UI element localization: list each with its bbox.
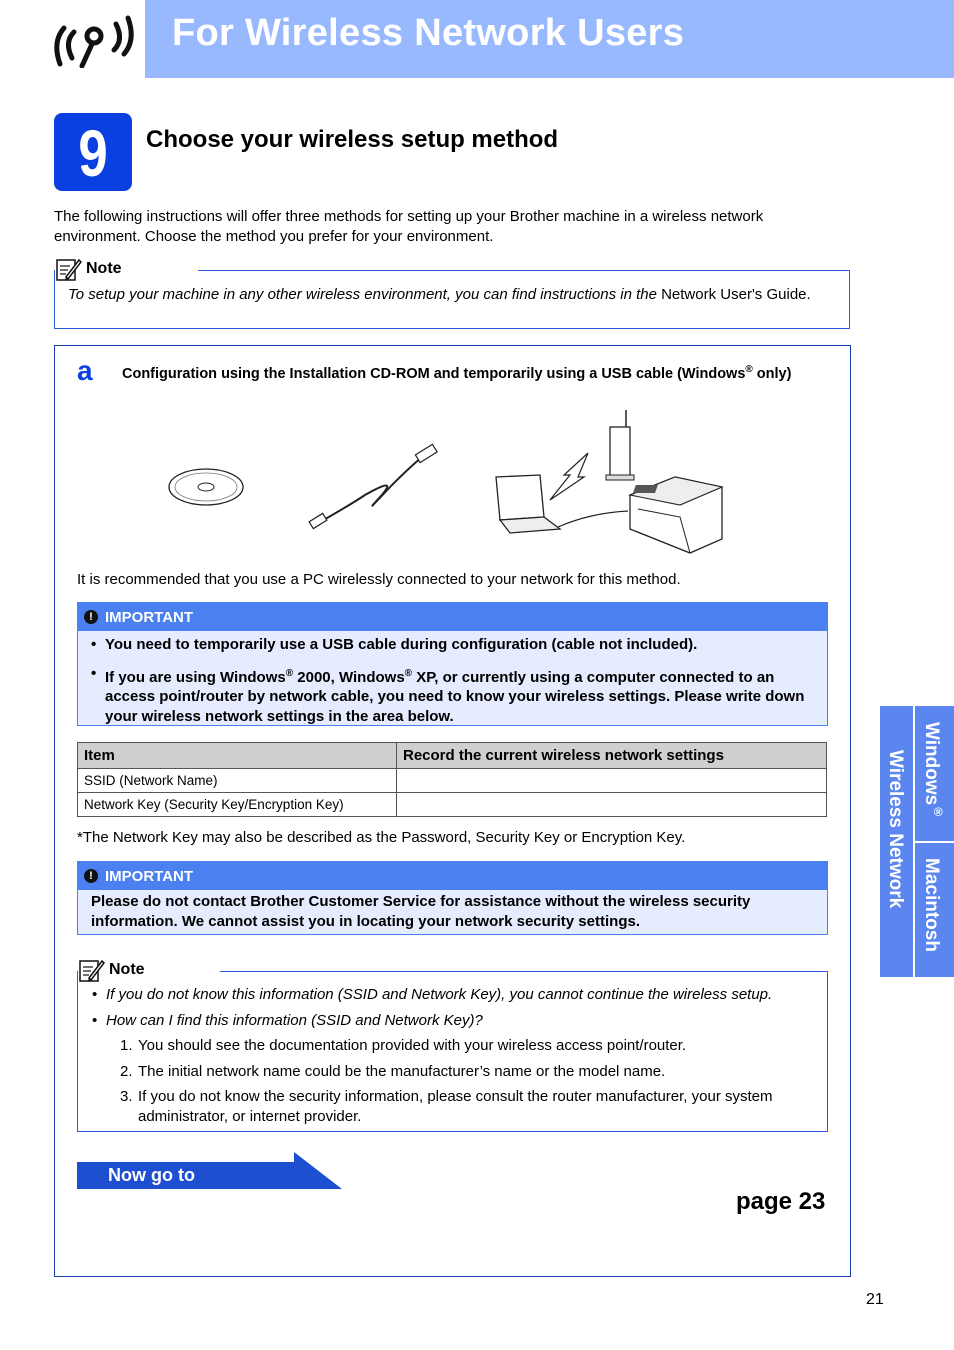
important-label: IMPORTANT: [105, 608, 194, 626]
side-tab-divider: [915, 841, 954, 843]
important-item: • If you are using Windows® 2000, Windows® XP, or currently using a computer connected to an access point/router by network cable, you need to know your wireless settings. Please write down your wireless network settings in the area below.: [91, 664, 817, 727]
go-to-page-link[interactable]: page 23: [736, 1188, 826, 1215]
page-number: 21: [866, 1291, 884, 1308]
wireless-signal-icon: [550, 453, 588, 500]
intro-paragraph: The following instructions will offer three methods for setting up your Brother machine in a wireless network environment. Choose the method you prefer for your environment.: [54, 208, 764, 245]
note-steps: [106, 1036, 817, 1126]
table-header-record: Record the current wireless network settings: [397, 743, 827, 769]
important-text: Please do not contact Brother Customer Service for assistance without the wireless security information. We cannot assist you in locating your network security settings.: [91, 893, 751, 930]
note-label: Note: [109, 961, 145, 978]
note-body: [54, 270, 850, 329]
setup-illustration: [160, 405, 740, 560]
table-header-item: Item: [78, 743, 397, 769]
page-title: For Wireless Network Users: [172, 12, 685, 54]
note-text-guide: Network User's Guide.: [661, 286, 811, 303]
table-cell-item: SSID (Network Name): [78, 769, 397, 793]
important-header: [78, 603, 827, 631]
laptop-icon: [496, 475, 560, 533]
usb-cable-icon: [309, 444, 437, 528]
note-bullet: • If you do not know this information (SSID and Network Key), you cannot continue the wireless setup.: [91, 985, 817, 1005]
step-number: 9: [78, 116, 108, 190]
important-item: • You need to temporarily use a USB cable during configuration (cable not included).: [91, 635, 817, 655]
note-step: 3. If you do not know the security information, please consult the router manufacturer, your system administrator, or internet provider.: [120, 1088, 773, 1125]
now-go-to-arrow-icon: [294, 1152, 342, 1189]
note-step: 1. You should see the documentation provided with your wireless access point/router.: [120, 1037, 687, 1054]
important-header: [78, 862, 827, 890]
cd-rom-icon: [169, 469, 243, 505]
table-row: [78, 793, 827, 817]
table-cell-item: Network Key (Security Key/Encryption Key): [78, 793, 397, 817]
table-cell-record: [397, 793, 827, 817]
important-label: IMPORTANT: [105, 867, 194, 885]
access-point-router-icon: [606, 410, 634, 480]
note-step: 2. The initial network name could be the manufacturer’s name or the model name.: [120, 1062, 666, 1080]
step-title: Choose your wireless setup method: [146, 126, 559, 153]
side-tab-wireless-network[interactable]: Wireless Network: [885, 750, 906, 909]
now-go-to-label: Now go to: [108, 1165, 195, 1185]
important-box-1: [77, 602, 828, 726]
network-key-footnote: *The Network Key may also be described as the Password, Security Key or Encryption Key.: [77, 829, 686, 846]
substep-letter: a: [77, 355, 93, 386]
important-list: [78, 631, 827, 731]
note-list: [91, 985, 817, 1126]
table-cell-record: [397, 769, 827, 793]
step-number-badge: [54, 113, 132, 191]
printer-icon: [630, 477, 722, 553]
substep-title: Configuration using the Installation CD-ROM and temporarily using a USB cable (Windows® only): [122, 364, 792, 382]
side-tab-macintosh[interactable]: Macintosh: [921, 858, 942, 952]
recommend-text: It is recommended that you use a PC wirelessly connected to your network for this method.: [77, 571, 681, 588]
important-exclamation-icon: !: [84, 869, 98, 883]
note-label: Note: [86, 260, 122, 277]
note-body: [77, 971, 828, 1132]
side-tab-windows[interactable]: Windows®: [921, 722, 946, 820]
table-row: [78, 769, 827, 793]
wireless-settings-table: [77, 742, 827, 817]
important-box-2: [77, 861, 828, 935]
note-bullet: • How can I find this information (SSID and Network Key)? 1. You should see the documentation provided with your wireless access point/router. 2. The initial network name could be the manufacturer’s name or the model name. 3. If you do not know the security information, please consult the router manufacturer, your system administrator, or internet provider.: [91, 1011, 817, 1127]
wifi-logo-icon: [52, 14, 136, 68]
important-exclamation-icon: !: [84, 610, 98, 624]
note-text-italic: To setup your machine in any other wireless environment, you can find instructions in the: [68, 286, 662, 303]
